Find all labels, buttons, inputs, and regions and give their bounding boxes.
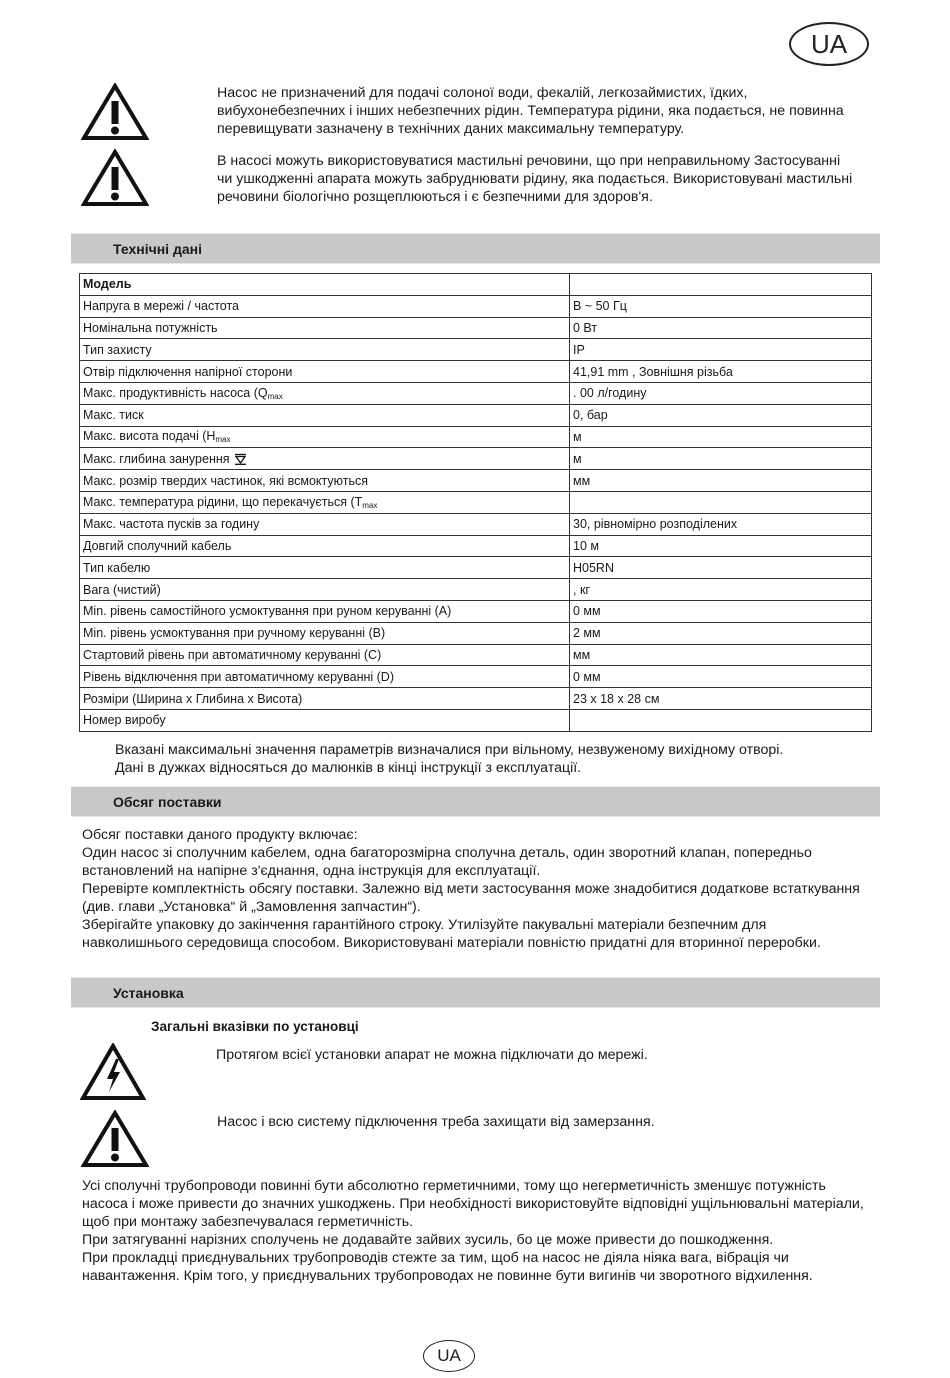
spec-value: 41,91 mm , Зовнішня різьба [570,361,872,383]
tech-data-table [79,273,872,732]
spec-value: 0 Вт [570,317,872,339]
spec-label-text: Отвір підключення напірної сторони [83,364,293,379]
spec-value: 10 м [570,535,872,557]
spec-label [80,600,570,622]
warning-text-hazardous-liquids: Насос не призначений для подачі солоної води, фекалій, легкозаймистих, їдких, вибухонебезпечних і інших небезпечних рідин. Температура рідини, яка подається, не повинна перевищувати зазначену в технічних даних максимальну температуру. [217,85,844,137]
installation-subheading: Загальні вказівки по установці [151,1019,359,1034]
table-row [80,644,872,666]
spec-label [80,404,570,426]
delivery-paragraph-2: Перевірте комплектність обсягу поставки. Залежно від мети застосування може знадобитися додаткове встаткування (див. глави „Установка“ й „Замовлення запчастин“). [82,881,860,915]
table-row [80,295,872,317]
spec-value: 0, бар [570,404,872,426]
spec-label-text: Рівень відключення при автоматичному керуванні (D) [83,669,394,684]
table-note [115,741,875,777]
language-badge-bottom: UA [423,1340,475,1372]
spec-label [80,491,570,513]
spec-value: . 00 л/годину [570,382,872,404]
spec-label [80,666,570,688]
spec-value [570,709,872,731]
spec-label [80,317,570,339]
spec-value: м [570,448,872,470]
spec-label [80,622,570,644]
spec-value: 23 x 18 x 28 см [570,688,872,710]
spec-label-text: Довгий сполучний кабель [83,538,232,553]
installation-paragraph-1: Усі сполучні трубопроводи повинні бути абсолютно герметичними, тому що негерметичність зменшує потужність насоса і може привести до значних ушкоджень. При необхідності використовуйте відповідні ущільнювальні матеріали, щоб при монтажу забезпечувалася герметичність. [82,1178,864,1230]
spec-label [80,579,570,601]
table-row [80,470,872,492]
spec-label-text: Номінальна потужність [83,320,218,335]
spec-label-text: Стартовий рівень при автоматичному керуванні (C) [83,647,382,662]
warning-triangle-icon [81,149,149,207]
spec-label-text: Макс. температура рідини, що перекачується (T [83,494,363,509]
section-header-installation: Установка [71,977,880,1008]
spec-label-text: Макс. висота подачі (H [83,429,216,444]
spec-label [80,426,570,448]
table-row [80,448,872,470]
spec-value [570,491,872,513]
installation-paragraph-3: При прокладці приєднувальних трубопроводів стежте за тим, щоб на насос не діяла ніяка вага, вібрація чи навантаження. Крім того, у приєднувальних трубопроводах не повинне бути вигинів чи зворотного відхилення. [82,1250,813,1284]
table-row [80,274,872,296]
spec-value: H05RN [570,557,872,579]
spec-value: 0 мм [570,600,872,622]
spec-label [80,448,570,470]
electric-hazard-icon [80,1043,146,1101]
spec-value: м [570,426,872,448]
installation-paragraph-2: При затягуванні нарізних сполучень не додавайте зайвих зусиль, бо це може привести до пошкодження. [82,1232,774,1248]
table-row [80,709,872,731]
spec-label-text: Макс. глибина занурення [83,451,230,466]
electric-warning-text: Протягом всієї установки апарат не можна підключати до мережі. [216,1047,648,1063]
table-row [80,622,872,644]
spec-label [80,709,570,731]
warning-triangle-icon [81,1110,149,1168]
language-badge-top: UA [789,22,869,66]
spec-label-subscript: max [362,500,378,510]
spec-label-text: Вага (чистий) [83,582,161,597]
submersion-depth-icon [234,453,247,465]
spec-label [80,382,570,404]
warning-triangle-icon [81,83,149,141]
table-note-line-2: Дані в дужках відносяться до малюнків в кінці інструкції з експлуатації. [115,760,582,776]
table-row [80,579,872,601]
table-row [80,535,872,557]
spec-label-text: Тип кабелю [83,560,151,575]
spec-label [80,688,570,710]
spec-label-text: Макс. тиск [83,408,144,423]
spec-label-text: Макс. розмір твердих частинок, які всмоктуються [83,473,368,488]
spec-label-text: Тип захисту [83,342,152,357]
spec-label [80,470,570,492]
spec-label-text: Макс. продуктивність насоса (Q [83,385,268,400]
delivery-text [82,826,867,952]
spec-value: В ~ 50 Гц [570,295,872,317]
spec-label [80,295,570,317]
table-row [80,666,872,688]
table-row [80,361,872,383]
spec-label [80,513,570,535]
frost-warning-text: Насос і всю систему підключення треба захищати від замерзання. [217,1114,655,1130]
delivery-paragraph-3: Зберігайте упаковку до закінчення гарантійного строку. Утилізуйте пакувальні матеріали безпечним для навколишнього середовища способом. Використовувані матеріали повністю придатні для вторинної переробки. [82,917,821,951]
spec-label-text: Напруга в мережі / частота [83,299,240,314]
table-row [80,382,872,404]
spec-value: , кг [570,579,872,601]
spec-label-text: Номер виробу [83,713,166,728]
spec-value: мм [570,470,872,492]
spec-label [80,535,570,557]
spec-label [80,361,570,383]
spec-value: IP [570,339,872,361]
installation-text [82,1177,872,1285]
table-row [80,491,872,513]
spec-label [80,557,570,579]
table-row [80,688,872,710]
table-row [80,426,872,448]
spec-label-subscript: max [267,391,283,401]
spec-value: 2 мм [570,622,872,644]
spec-label-text: Min. рівень самостійного усмоктування при руном керуванні (A) [83,604,452,619]
table-row [80,317,872,339]
table-row [80,600,872,622]
section-header-tech-data: Технічні дані [71,233,880,264]
spec-label-text: Модель [83,277,132,292]
table-row [80,513,872,535]
spec-value: 30, рівномірно розподілених [570,513,872,535]
spec-label-text: Розміри (Ширина x Глибина x Висота) [83,691,303,706]
spec-label [80,274,570,296]
delivery-intro: Обсяг поставки даного продукту включає: [82,827,358,843]
table-note-line-1: Вказані максимальні значення параметрів визначалися при вільному, незвуженому вихідному отворі. [115,742,784,758]
spec-label-subscript: max [215,435,231,445]
spec-label [80,339,570,361]
warning-text-lubricants: В насосі можуть використовуватися мастильні речовини, що при неправильному Застосуванні чи ушкодженні апарата можуть забруднювати рідину, яка подається. Використовувані мастильні речовини біологічно розщеплюються і є безпечними для здоров'я. [217,153,853,205]
spec-value: 0 мм [570,666,872,688]
delivery-paragraph-1: Один насос зі сполучним кабелем, одна багаторозмірна сполучна деталь, один зворотний клапан, попередньо встановлений на напірне з'єднання, одна інструкція для експлуатації. [82,845,812,879]
table-row [80,404,872,426]
spec-label [80,644,570,666]
section-header-delivery: Обсяг поставки [71,786,880,817]
spec-label-text: Min. рівень усмоктування при ручному керуванні (B) [83,626,386,641]
spec-value [570,274,872,296]
table-row [80,557,872,579]
spec-value: мм [570,644,872,666]
table-row [80,339,872,361]
spec-label-text: Макс. частота пусків за годину [83,517,260,532]
